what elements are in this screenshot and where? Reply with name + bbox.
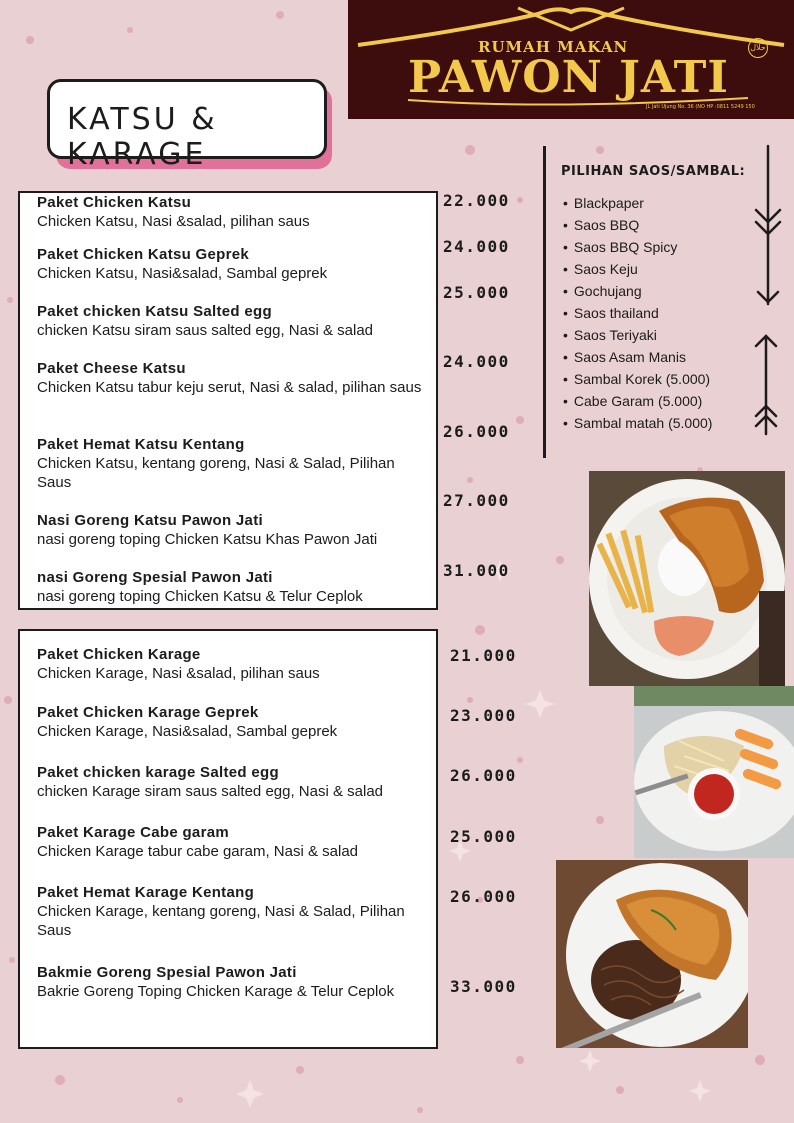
item-price: 21.000 xyxy=(450,646,517,665)
section-title: KATSU & KARAGE xyxy=(67,102,218,172)
sauce-title: PILIHAN SAOS/SAMBAL: xyxy=(561,164,746,179)
item-name: Paket Hemat Karage Kentang xyxy=(37,884,255,901)
menu-item xyxy=(37,511,432,549)
menu-item xyxy=(37,883,432,940)
item-desc: Chicken Katsu, Nasi&salad, Sambal geprek xyxy=(37,265,328,282)
menu-item xyxy=(37,359,432,397)
item-name: Paket Chicken Katsu xyxy=(37,194,192,211)
sauce-item: • Saos BBQ Spicy xyxy=(563,236,712,258)
brand-name: PAWON JATI xyxy=(408,52,729,103)
menu-item xyxy=(37,703,432,741)
item-price: 26.000 xyxy=(443,422,510,441)
item-price: 27.000 xyxy=(443,491,510,510)
item-desc: Chicken Katsu, kentang goreng, Nasi & Salad, Pilihan Saus xyxy=(37,455,395,491)
item-price: 22.000 xyxy=(443,191,510,210)
menu-item xyxy=(37,823,432,861)
item-name: Paket chicken karage Salted egg xyxy=(37,764,279,781)
item-name: Paket chicken Katsu Salted egg xyxy=(37,303,272,320)
sauce-item: • Saos Teriyaki xyxy=(563,324,712,346)
menu-item xyxy=(37,645,432,683)
menu-item xyxy=(37,193,432,231)
menu-item xyxy=(37,302,432,340)
menu-item xyxy=(37,763,437,801)
item-price: 26.000 xyxy=(450,887,517,906)
menu-item xyxy=(37,963,417,1001)
sauce-item: • Sambal matah (5.000) xyxy=(563,412,712,434)
item-price: 25.000 xyxy=(443,283,510,302)
item-desc: Chicken Karage tabur cabe garam, Nasi & salad xyxy=(37,843,359,860)
karage-menu-panel xyxy=(18,629,438,1049)
katsu-menu-panel xyxy=(18,191,438,610)
sauce-item: • Sambal Korek (5.000) xyxy=(563,368,712,390)
item-desc: Chicken Karage, kentang goreng, Nasi & Salad, Pilihan Saus xyxy=(37,903,405,939)
item-price: 24.000 xyxy=(443,237,510,256)
bakmie-plate-photo xyxy=(556,860,748,1048)
item-name: Bakmie Goreng Spesial Pawon Jati xyxy=(37,964,297,981)
item-desc: nasi goreng toping Chicken Katsu & Telur Ceplok xyxy=(37,588,363,605)
katsu-plate-photo xyxy=(589,471,785,686)
item-name: Nasi Goreng Katsu Pawon Jati xyxy=(37,512,263,529)
item-price: 24.000 xyxy=(443,352,510,371)
menu-item xyxy=(37,435,432,492)
item-name: Paket Chicken Karage xyxy=(37,646,201,663)
item-price: 26.000 xyxy=(450,766,517,785)
sauce-list xyxy=(563,192,712,434)
karage-plate-photo xyxy=(634,686,794,858)
halal-logo: حلال xyxy=(748,38,768,58)
sauce-item: • Saos BBQ xyxy=(563,214,712,236)
item-name: Paket Chicken Karage Geprek xyxy=(37,704,259,721)
sauce-item: • Gochujang xyxy=(563,280,712,302)
item-price: 31.000 xyxy=(443,561,510,580)
item-name: Paket Hemat Katsu Kentang xyxy=(37,436,245,453)
item-name: nasi Goreng Spesial Pawon Jati xyxy=(37,569,273,586)
item-name: Paket Chicken Katsu Geprek xyxy=(37,246,250,263)
brand-subtitle: RUMAH MAKAN xyxy=(478,38,629,56)
brand-header xyxy=(348,0,794,119)
item-name: Paket Cheese Katsu xyxy=(37,360,186,377)
sauce-item: • Blackpaper xyxy=(563,192,712,214)
decorative-arrows-icon xyxy=(748,144,784,444)
item-desc: nasi goreng toping Chicken Katsu Khas Pawon Jati xyxy=(37,531,378,548)
sauce-item: • Saos Keju xyxy=(563,258,712,280)
menu-item xyxy=(37,245,432,283)
item-price: 25.000 xyxy=(450,827,517,846)
item-price: 23.000 xyxy=(450,706,517,725)
sauce-item: • Saos thailand xyxy=(563,302,712,324)
sauce-item: • Cabe Garam (5.000) xyxy=(563,390,712,412)
item-desc: Chicken Katsu, Nasi &salad, pilihan saus xyxy=(37,213,310,230)
item-desc: Chicken Karage, Nasi &salad, pilihan saus xyxy=(37,665,320,682)
sauce-divider xyxy=(543,146,546,458)
item-desc: chicken Katsu siram saus salted egg, Nasi & salad xyxy=(37,322,373,339)
item-desc: Chicken Katsu tabur keju serut, Nasi & salad, pilihan saus xyxy=(37,379,422,396)
section-title-box xyxy=(47,79,327,172)
menu-item xyxy=(37,568,432,606)
sauce-item: • Saos Asam Manis xyxy=(563,346,712,368)
item-desc: Bakrie Goreng Toping Chicken Karage & Telur Ceplok xyxy=(37,983,395,1000)
item-desc: chicken Karage siram saus salted egg, Nasi & salad xyxy=(37,783,384,800)
item-name: Paket Karage Cabe garam xyxy=(37,824,229,841)
brand-address: JL Jati Ujung No. 36 (NO HP :0811 5249 150 xyxy=(646,104,755,110)
item-desc: Chicken Karage, Nasi&salad, Sambal geprek xyxy=(37,723,338,740)
item-price: 33.000 xyxy=(450,977,517,996)
